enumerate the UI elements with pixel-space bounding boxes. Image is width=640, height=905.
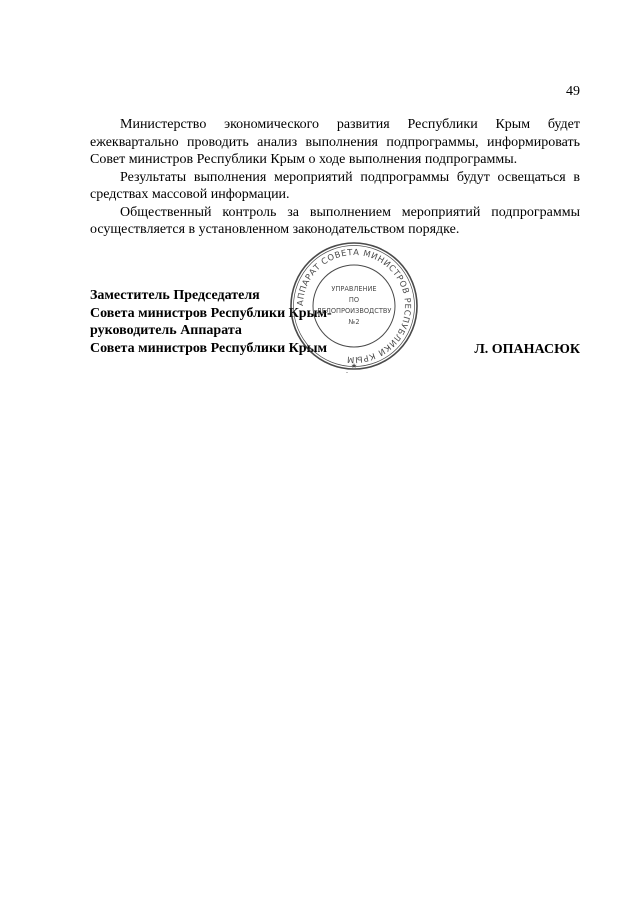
signer-title-line: Совета министров Республики Крым xyxy=(90,340,328,356)
stamp-star: ★ xyxy=(350,362,358,370)
signer-name: Л. ОПАНАСЮК xyxy=(474,342,580,357)
stamp-speck xyxy=(346,372,348,373)
page-number: 49 xyxy=(566,84,580,99)
stamp-ring-text: АППАРАТ СОВЕТА МИНИСТРОВ РЕСПУБЛИКИ КРЫМ xyxy=(294,246,414,366)
stamp-center-line-2: ПО xyxy=(348,296,360,304)
paragraph-monitoring: Министерство экономического развития Республики Крым будет ежеквартально проводить анализ выполнения подпрограммы, информировать Совет министров Республики Крым о ходе выполнения подпрограммы. xyxy=(90,117,580,167)
document-body xyxy=(90,116,580,239)
signer-title-line: руководитель Аппарата xyxy=(90,323,242,338)
signer-title-line: Совета министров Республики Крым- xyxy=(90,305,332,321)
signer-title-line: Заместитель Председателя xyxy=(90,288,260,303)
stamp-center-line-1: УПРАВЛЕНИЕ xyxy=(331,285,377,293)
stamp-center-line-4: №2 xyxy=(348,318,360,326)
stamp-center-line-3: ДЕЛОПРОИЗВОДСТВУ xyxy=(316,307,392,315)
paragraph-public-control: Общественный контроль за выполнением мероприятий подпрограммы осуществляется в установленном законодательством порядке. xyxy=(90,204,580,237)
paragraph-media-coverage: Результаты выполнения мероприятий подпрограммы будут освещаться в средствах массовой информации. xyxy=(90,169,580,202)
